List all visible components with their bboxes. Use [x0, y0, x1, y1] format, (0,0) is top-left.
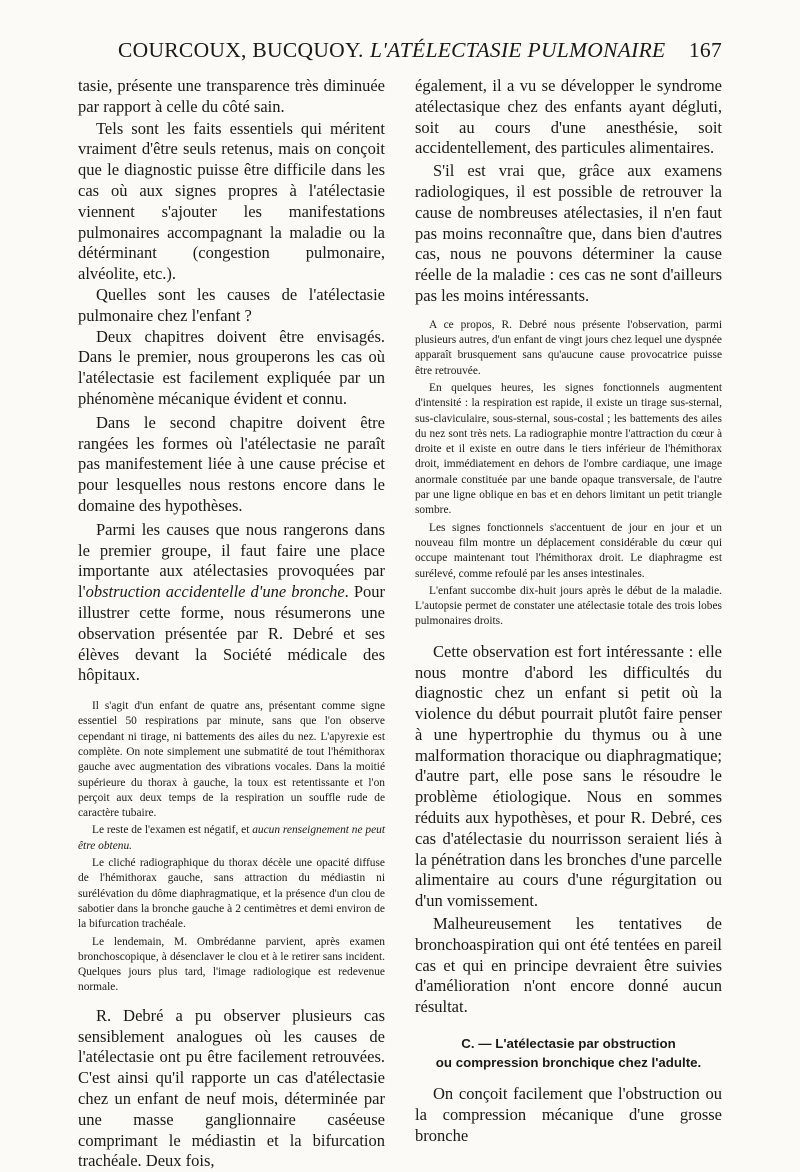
header-authors: COURCOUX, BUCQUOY. — [118, 38, 364, 62]
paragraph: S'il est vrai que, grâce aux examens radiologiques, il est possible de retrouver la cause de nombreuses atélectasies, il n'en faut pas moins reconnaître que, dans bien d'autres cas, nous ne pouvons déterminer la cause réelle de la maladie : ces cas ne sont d'ailleurs pas les moins intéressants. — [415, 161, 722, 305]
case-paragraph: A ce propos, R. Debré nous présente l'observation, parmi plusieurs autres, d'un enfant de vingt jours chez lequel une dyspnée apparaît brusquement sans qu'aucune cause provocatrice puisse être retrouvée. — [415, 318, 722, 377]
page-number: 167 — [688, 38, 722, 62]
right-column — [415, 76, 722, 1146]
paragraph: Quelles sont les causes de l'atélectasie pulmonaire chez l'enfant ? — [78, 284, 385, 325]
paragraph: R. Debré a pu observer plusieurs cas sensiblement analogues où les causes de l'atélectasie ont pu être facilement retrouvées. C'est ainsi qu'il rapporte un cas d'atélectasie chez un enfant de neuf mois, déterminée par une masse ganglionnaire caséeuse comprimant le médiastin et la bifurcation trachéale. Deux fois, — [78, 1005, 385, 1171]
header-title: L'ATÉLECTASIE PULMONAIRE — [370, 38, 666, 62]
paragraph: Cette observation est fort intéressante : elle nous montre d'abord les difficultés du diagnostic chez un enfant si petit où la violence du début pourrait plutôt faire penser à une hypertrophie du thymus ou à une malformation thoracique ou diaphragmatique; d'autre part, elle pose sans le résoudre le problème étiologique. Nous en sommes réduits aux hypothèses, et pour R. Debré, ces cas d'atélectasie du nourrisson seraient liés à la pénétration dans les bronches d'une parcelle alimentaire au cours d'une régurgitation ou d'un vomissement. — [415, 641, 722, 911]
paragraph — [78, 520, 385, 686]
paragraph: On conçoit facilement que l'obstruction ou la compression mécanique d'une grosse bronche — [415, 1084, 722, 1145]
case-paragraph: Il s'agit d'un enfant de quatre ans, présentant comme signe essentiel 50 respirations par minute, sans que l'on observe cependant ni tirage, ni battements des ailes du nez. L'apyrexie est complète. On note simplement une submatité de tout l'hémithorax gauche avec augmentation des vibrations vocales. Dans la moitié supérieure du thorax à gauche, la toux est retentissante et l'on perçoit aux deux temps de la respiration un souffle rude de caractère tubaire. — [78, 700, 385, 820]
case-paragraph: Les signes fonctionnels s'accentuent de jour en jour et un nouveau film montre un déplacement considérable du cœur qui occupe maintenant tout l'hémithorax droit. Le diaphragme est surélevé, comme refoulé par les anses intestinales. — [415, 521, 722, 580]
section-heading-line: C. — L'atélectasie par obstruction — [461, 1036, 676, 1052]
paragraph: tasie, présente une transparence très diminuée par rapport à celle du côté sain. — [78, 76, 385, 116]
case-paragraph — [78, 823, 385, 854]
paragraph: Deux chapitres doivent être envisagés. Dans le premier, nous grouperons les cas où l'atélectasie est facilement expliquée par un phénomène mécanique évident et connu. — [78, 326, 385, 408]
paragraph: Tels sont les faits essentiels qui méritent vraiment d'être seuls retenus, mais on conçoit que le diagnostic puisse être difficile dans les cas où aux signes propres à l'atélectasie viennent s'ajouter les manifestations pulmonaires accompagnant la maladie ou la détérminant (congestion pulmonaire, alvéolite, etc.). — [78, 118, 385, 284]
section-heading-line: ou compression bronchique chez l'adulte. — [435, 1055, 702, 1071]
paragraph: Malheureusement les tentatives de bronchoaspiration qui ont été tentées en pareil cas et qui en principe devraient être suivies d'amélioration n'ont encore donné aucun résultat. — [415, 914, 722, 1017]
running-header — [118, 38, 722, 68]
left-column — [78, 76, 385, 1172]
italic-phrase: aucun renseignement ne peut être obtenu. — [78, 824, 385, 852]
case-paragraph: Le cliché radiographique du thorax décèle une opacité diffuse de l'hémithorax gauche, sans attraction du médiastin ni surélévation du dôme diaphragmatique, et la présence d'un clou de sabotier dans la bronche gauche à 2 centimètres et demi environ de la bifurcation trachéale. — [78, 857, 385, 931]
paragraph-text: . Pour illustrer cette forme, nous résumerons une observation présentée par R. Debré et ses élèves devant la Société médicale des hôpitaux. — [78, 582, 386, 685]
case-text: Le reste de l'examen est négatif, et — [92, 824, 253, 837]
case-paragraph: En quelques heures, les signes fonctionnels augmentent d'intensité : la respiration est rapide, il existe un tirage sus-sternal, sus-claviculaire, sous-sternal, sous-costal ; les battements des ailes du nez sont très nets. La radiographie montre l'attraction du cœur à droite et il existe en outre dans le tiers inférieur de l'hémithorax droit, immédiatement en dehors de l'ombre cardiaque, une image anormale constituée par une bande opaque transversale, de l'autre par une ligne oblique en bas et en dehors limitant un petit triangle sombre. — [415, 381, 722, 517]
paragraph-text: Parmi les causes que nous rangerons dans le premier groupe, il faut faire une place importante aux atélectasies provoquées par l' — [78, 519, 385, 602]
paragraph: Dans le second chapitre doivent être rangées les formes où l'atélectasie ne paraît pas manifestement liée à une cause précise et pour lesquelles nous restons encore dans le domaine des hypothèses. — [78, 412, 385, 515]
case-report — [415, 318, 722, 630]
case-paragraph: L'enfant succombe dix-huit jours après le début de la maladie. L'autopsie permet de constater une atélectasie totale des trois lobes pulmonaires droits. — [415, 584, 722, 628]
paragraph: également, il a vu se développer le syndrome atélectasique chez des enfants ayant dégluti, soit au cours d'une anesthésie, soit accidentellement, des particules alimentaires. — [415, 76, 722, 158]
case-paragraph: Le lendemain, M. Ombrédanne parvient, après examen bronchoscopique, à désenclaver le clou et à le retirer sans incident. Quelques jours plus tard, l'image radiologique est redevenue normale. — [78, 935, 385, 994]
case-report — [78, 699, 385, 996]
italic-phrase: obstruction accidentelle d'une bronche — [85, 582, 345, 602]
section-heading — [415, 1034, 722, 1072]
